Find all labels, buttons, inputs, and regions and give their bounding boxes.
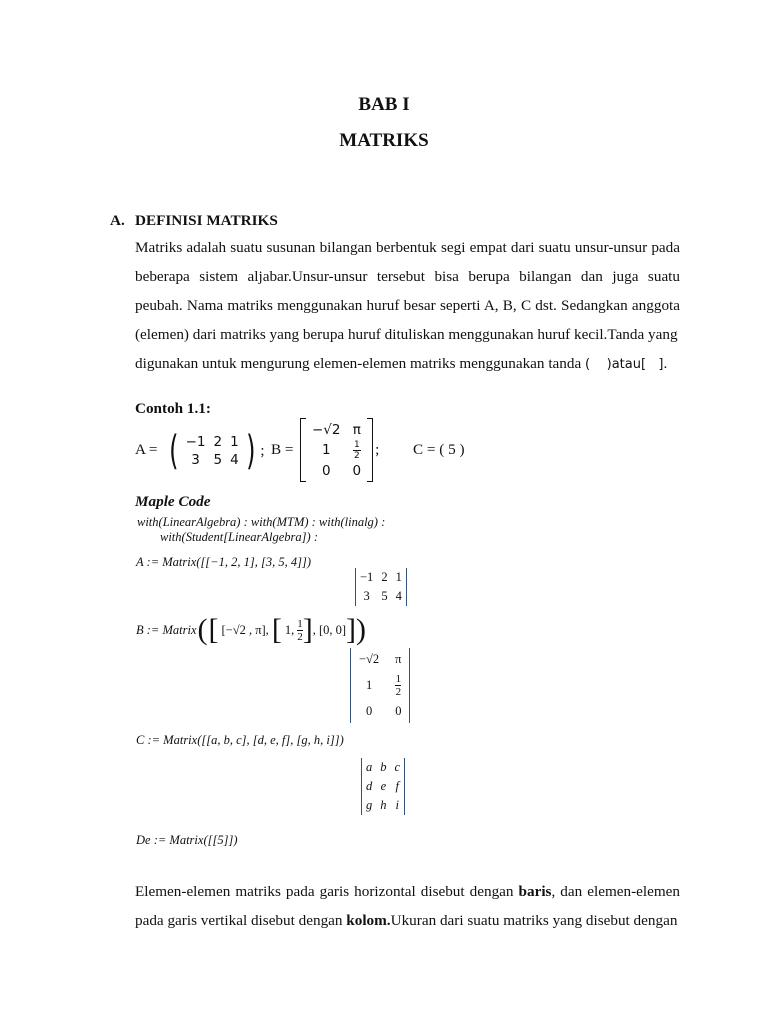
- b-cell: 1: [321, 442, 331, 458]
- cmd-b-body2: 1,: [284, 622, 295, 637]
- out-c-cell: g: [366, 798, 373, 812]
- out-b-cell: −√2: [359, 652, 380, 666]
- out-b-fraction: [387, 671, 410, 700]
- big-bracket-right: ]: [346, 613, 357, 646]
- separator: ;: [260, 442, 265, 459]
- cmd-b-body1: [−√2 , π],: [221, 622, 269, 637]
- a-cell: 4: [230, 452, 239, 468]
- maple-cmd-c: C := Matrix([[a, b, c], [d, e, f], [g, h, i]]): [136, 733, 344, 747]
- out-c-cell: d: [366, 779, 373, 793]
- maple-title: Maple Code: [135, 493, 211, 510]
- chapter-number: BAB I: [358, 94, 410, 115]
- b-frac-den: 2: [353, 450, 360, 461]
- out-c-cell: e: [380, 779, 387, 793]
- bracket-symbols: ( )atau[ ]: [585, 357, 664, 372]
- out-c-cell: i: [395, 798, 400, 812]
- separator: ;: [375, 441, 380, 458]
- maple-line-1: with(LinearAlgebra) : with(MTM) : with(linalg) :: [137, 515, 386, 529]
- b-fraction: [347, 440, 368, 461]
- a-cell: 1: [230, 434, 239, 450]
- out-c-cell: h: [380, 798, 387, 812]
- closing-part2: , dan elemen-elemen pada garis vertikal disebut dengan: [135, 883, 681, 929]
- term-kolom: kolom.: [346, 912, 391, 929]
- maple-cmd-a: A := Matrix([[−1, 2, 1], [3, 5, 4]]): [136, 555, 311, 569]
- big-paren-left: (: [197, 613, 208, 646]
- intro-text-last: [135, 349, 680, 379]
- out-c-cell: a: [366, 760, 373, 774]
- bracket-right: [367, 418, 373, 482]
- a-cell: 3: [191, 452, 200, 468]
- out-b-cell: π: [395, 652, 402, 666]
- out-b-cell: 0: [395, 704, 402, 718]
- maple-line-2: with(Student[LinearAlgebra]) :: [160, 530, 318, 544]
- out-a-cell: 5: [381, 589, 388, 603]
- b-cell: π: [352, 421, 361, 438]
- paren-left: (: [169, 428, 179, 474]
- out-b-frac-den: 2: [395, 686, 402, 698]
- closing-paragraph: [135, 877, 680, 935]
- matrix-a-table: [182, 433, 243, 469]
- out-b-cell: 0: [365, 704, 373, 718]
- closing-part1: Elemen-elemen matriks pada garis horizontal disebut dengan: [135, 883, 519, 900]
- b-frac-num: 1: [353, 439, 360, 450]
- out-c-cell: c: [394, 760, 401, 774]
- matrix-b-label: B =: [271, 441, 294, 458]
- maple-out-a: [355, 568, 407, 606]
- matrix-a-label: A =: [135, 441, 158, 458]
- maple-out-c: [361, 758, 405, 815]
- a-cell: 2: [213, 434, 223, 450]
- b-cell: 0: [352, 462, 362, 479]
- b-cell: 0: [321, 462, 331, 479]
- maple-cmd-b: [136, 615, 366, 645]
- closing-text: [135, 877, 680, 935]
- b-cell: −√2: [312, 421, 341, 438]
- intro-period: .: [663, 355, 668, 372]
- intro-text: Matriks adalah suatu susunan bilangan berbentuk segi empat dari suatu unsur-unsur pada beberapa sistem aljabar.Unsur-unsur tersebut bisa berupa bilangan dan juga suatu peubah. Nama matriks menggunakan huruf besar seperti A, B, C dst. Sedangkan anggota (elemen) dari matriks yang berupa huruf dituliskan menggunakan huruf kecil.Tanda yang: [135, 239, 680, 343]
- out-c-cell: f: [395, 779, 400, 793]
- matrix-b: [300, 418, 379, 482]
- matrix-c: C = ( 5 ): [413, 441, 465, 458]
- matrix-a: [166, 428, 265, 474]
- cmd-b-prefix: B := Matrix: [136, 622, 197, 637]
- maple-out-b: [350, 648, 410, 723]
- section-marker: A.: [110, 212, 125, 229]
- closing-part3: Ukuran dari suatu matriks yang disebut dengan: [390, 912, 678, 929]
- matrix-b-table: [306, 420, 367, 481]
- chapter-title: MATRIKS: [339, 130, 429, 151]
- cmd-b-frac-den: 2: [297, 630, 303, 643]
- big-paren-right: ): [356, 613, 367, 646]
- intro-text-last-words: digunakan untuk mengurung elemen-elemen matriks menggunakan tanda: [135, 355, 582, 372]
- big-bracket-right-2: ]: [302, 613, 313, 646]
- term-baris: baris: [518, 883, 552, 900]
- maple-cmd-de: De := Matrix([[5]]): [136, 833, 238, 847]
- big-bracket-left-2: [: [271, 613, 282, 646]
- example-label: Contoh 1.1:: [135, 400, 211, 417]
- cmd-b-body3: , [0, 0]: [312, 622, 347, 637]
- out-b-frac-num: 1: [395, 673, 402, 685]
- out-a-cell: 2: [381, 570, 388, 584]
- big-bracket-left: [: [208, 613, 219, 646]
- section-title: DEFINISI MATRIKS: [135, 212, 278, 229]
- paren-right: ): [245, 428, 256, 474]
- cmd-b-frac-num: 1: [297, 617, 303, 630]
- out-a-cell: 3: [363, 589, 370, 603]
- out-c-cell: b: [380, 760, 387, 774]
- intro-paragraph: [135, 233, 680, 379]
- a-cell: −1: [185, 434, 206, 450]
- out-a-cell: 1: [395, 570, 402, 584]
- out-a-cell: −1: [360, 570, 374, 584]
- out-b-cell: 1: [365, 678, 373, 692]
- a-cell: 5: [213, 452, 223, 468]
- out-a-cell: 4: [395, 589, 402, 603]
